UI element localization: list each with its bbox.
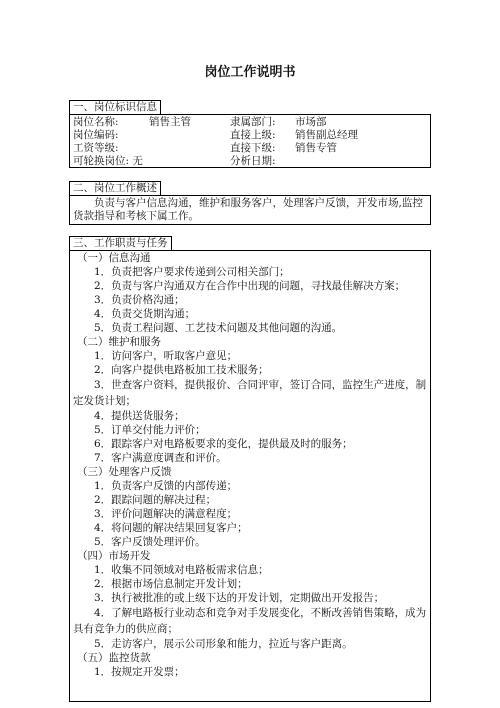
value-analysis-date — [295, 155, 427, 168]
value-department: 市场部 — [295, 116, 327, 128]
info-row — [73, 116, 427, 129]
group-heading: （二）维护和服务 — [77, 336, 161, 348]
label-analysis-date: 分析日期: — [230, 155, 276, 167]
overview-text: 负责与客户信息沟通，维护和服务客户，处理客户反馈，开发市场,监控货款指导和考核下属工作。 — [73, 197, 423, 222]
list-item: 4．负责交货期沟通； — [94, 308, 196, 320]
list-item: 2．跟踪问题的解决过程； — [94, 494, 217, 506]
list-item: 5．负责工程问题、工艺技术问题及其他问题的沟通。 — [94, 322, 343, 334]
list-item: 1．负责把客户要求传递到公司相关部门； — [94, 266, 290, 278]
list-item: 3．负责价格沟通； — [94, 294, 185, 306]
group-heading: （三）处理客户反馈 — [77, 466, 172, 478]
value-direct-superior: 销售副总经理 — [295, 129, 358, 141]
list-item: 4．了解电路板行业动态和竞争对手发展变化，不断改善销售策略，成为具有竞争力的供应商； — [73, 607, 427, 635]
list-item: 4．将问题的解决结果回复客户； — [94, 522, 248, 534]
label-department: 隶属部门: — [230, 116, 276, 128]
list-item: 2．根据市场信息制定开发计划； — [94, 578, 248, 590]
group-heading: （一）信息沟通 — [77, 252, 151, 264]
label-job-code: 岗位编码: — [73, 129, 119, 141]
value-job-name: 销售主管 — [149, 116, 191, 128]
list-item: 2．负责与客户沟通双方在合作中出现的问题，寻找最佳解决方案； — [94, 280, 406, 292]
section-1-heading: 一、岗位标识信息 — [69, 100, 161, 114]
list-item: 5．走访客户，展示公司形象和能力，拉近与客户距离。 — [94, 638, 353, 650]
list-item: 5．客户反馈处理评价。 — [94, 536, 206, 548]
value-direct-subordinate: 销售专管 — [295, 142, 337, 154]
label-salary-grade: 工资等级: — [73, 142, 119, 154]
value-salary-grade — [149, 142, 230, 155]
list-item: 3．世查客户资料，提供报价、合同评审，签订合同，监控生产进度，制定发货计划； — [73, 379, 427, 407]
list-item: 3．执行被批准的或上级下达的开发计划，定期做出开发报告； — [94, 592, 385, 604]
group-heading: （四）市场开发 — [77, 550, 151, 562]
list-item: 6．跟踪客户对电路板要求的变化，提供最及时的服务； — [94, 438, 353, 450]
section-3-heading: 三、工作职责与任务 — [69, 236, 172, 250]
document-title: 岗位工作说明书 — [204, 65, 296, 80]
info-row — [73, 142, 427, 155]
label-direct-superior: 直接上级: — [230, 129, 276, 141]
list-item: 3．评价问题解决的满意程度； — [94, 508, 238, 520]
info-row — [73, 155, 427, 168]
list-item: 1．按规定开发票； — [94, 666, 185, 678]
list-item: 1．访问客户，听取客户意见； — [94, 350, 238, 362]
list-item: 1．收集不同领域对电路板需求信息； — [94, 564, 269, 576]
group-heading: （五）监控货款 — [77, 652, 151, 664]
overview-box — [69, 195, 431, 225]
section-2-heading: 二、岗位工作概述 — [69, 181, 161, 195]
list-item: 1．负责客户反馈的内部传递； — [94, 480, 238, 492]
duties-box — [69, 250, 431, 702]
list-item: 4．提供送货服务； — [94, 410, 185, 422]
value-job-code — [149, 129, 230, 142]
list-item: 5．订单交付能力评价； — [94, 424, 206, 436]
label-direct-subordinate: 直接下级: — [230, 142, 276, 154]
identification-table — [69, 114, 431, 168]
list-item: 2．向客户提供电路板加工技术服务； — [94, 364, 269, 376]
label-job-name: 岗位名称: — [73, 116, 119, 128]
list-item: 7．客户满意度调查和评价。 — [94, 452, 227, 464]
info-row — [73, 129, 427, 142]
label-rotation-position: 可轮换岗位: 无 — [73, 155, 143, 167]
